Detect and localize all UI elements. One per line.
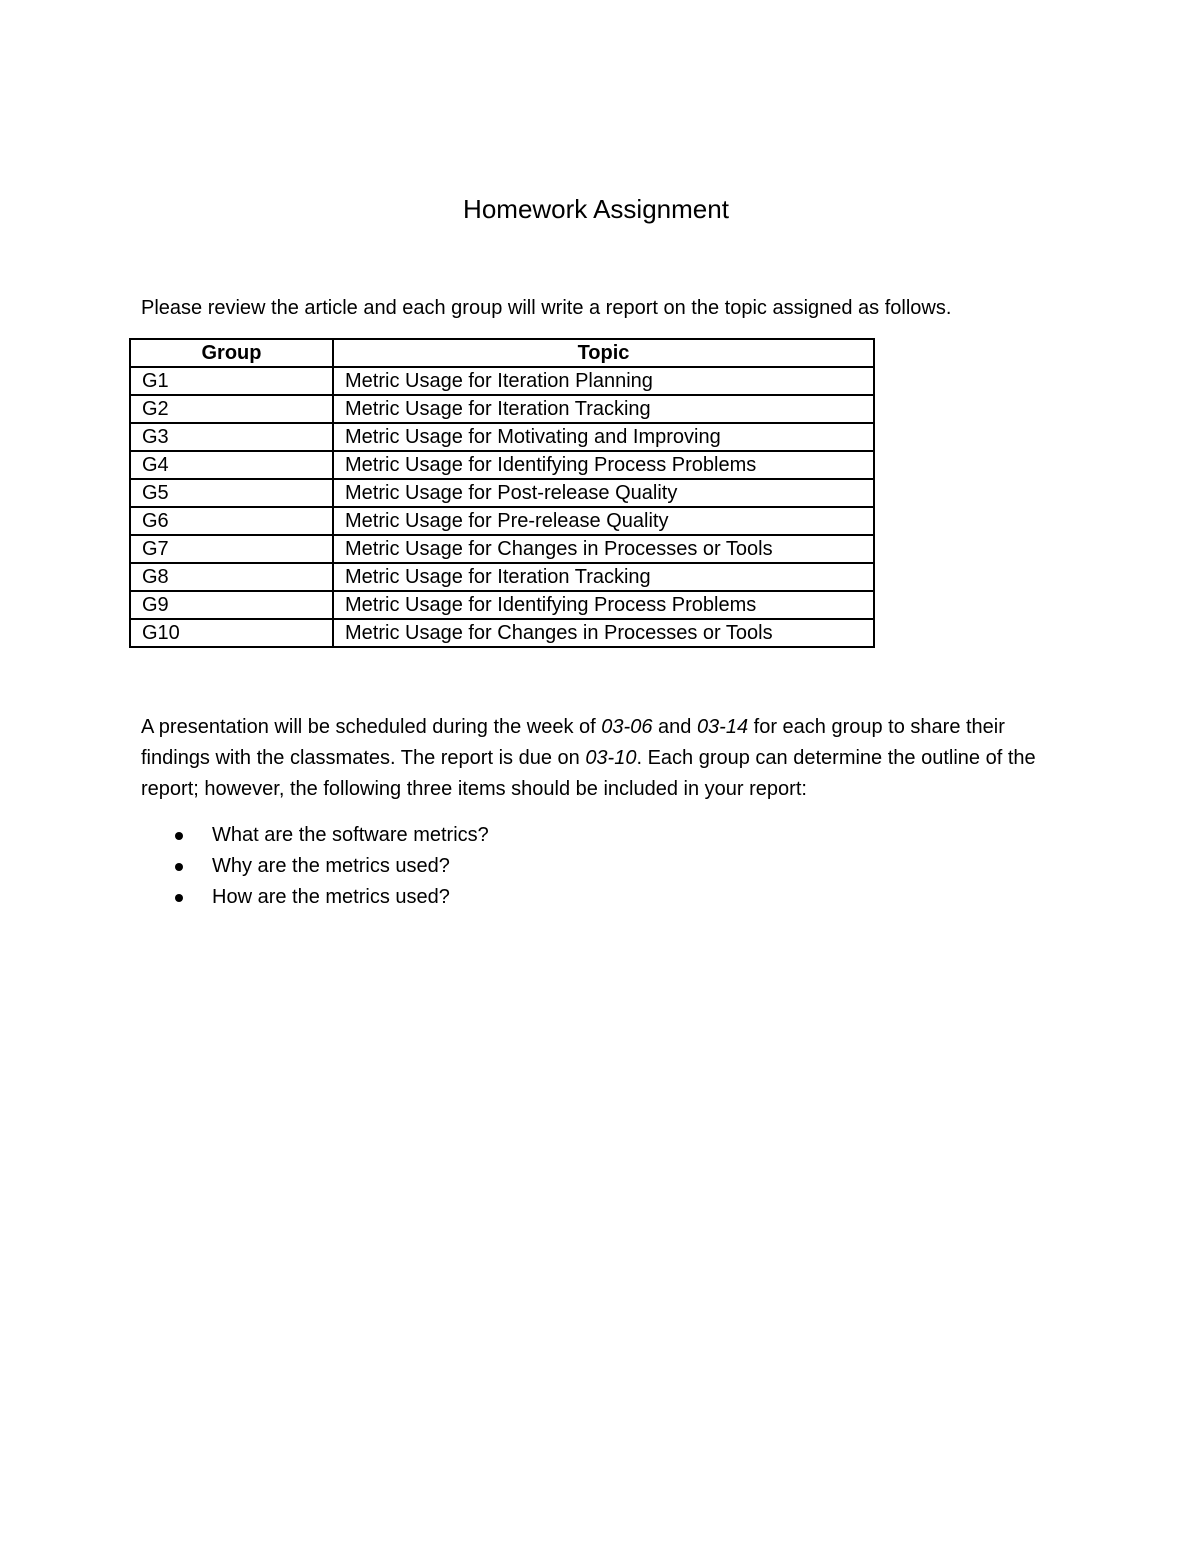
paragraph-text: . Each group can determine the outline of the report; however, the following three items should be included in your report: — [141, 747, 1036, 800]
topic-cell: Metric Usage for Identifying Process Problems — [333, 591, 874, 619]
topic-cell: Metric Usage for Motivating and Improving — [333, 423, 874, 451]
group-cell: G8 — [130, 563, 333, 591]
required-items-list — [141, 820, 489, 913]
header-group: Group — [130, 339, 333, 367]
group-cell: G7 — [130, 535, 333, 563]
paragraph-text: and — [652, 716, 697, 738]
topic-cell: Metric Usage for Identifying Process Problems — [333, 451, 874, 479]
report-due-date: 03-10 — [585, 747, 637, 769]
list-item — [141, 882, 489, 913]
list-item — [141, 820, 489, 851]
header-topic: Topic — [333, 339, 874, 367]
topic-cell: Metric Usage for Changes in Processes or Tools — [333, 619, 874, 647]
topic-cell: Metric Usage for Iteration Planning — [333, 367, 874, 395]
topic-cell: Metric Usage for Post-release Quality — [333, 479, 874, 507]
table-row — [130, 507, 874, 535]
group-cell: G1 — [130, 367, 333, 395]
presentation-paragraph — [141, 712, 1061, 805]
group-cell: G4 — [130, 451, 333, 479]
paragraph-text: for each group to share their findings with the classmates. The report is due on — [141, 716, 1005, 769]
bullet-icon — [175, 894, 183, 902]
table-row — [130, 619, 874, 647]
topic-cell: Metric Usage for Iteration Tracking — [333, 395, 874, 423]
group-cell: G10 — [130, 619, 333, 647]
bullet-icon — [175, 832, 183, 840]
list-item-text: How are the metrics used? — [212, 886, 450, 908]
table-row — [130, 479, 874, 507]
page-title: Homework Assignment — [463, 194, 729, 224]
topic-cell: Metric Usage for Iteration Tracking — [333, 563, 874, 591]
group-cell: G5 — [130, 479, 333, 507]
list-item-text: What are the software metrics? — [212, 824, 489, 846]
list-item — [141, 851, 489, 882]
table-row — [130, 591, 874, 619]
table-row — [130, 563, 874, 591]
topic-cell: Metric Usage for Pre-release Quality — [333, 507, 874, 535]
intro-paragraph: Please review the article and each group will write a report on the topic assigned as follows. — [141, 297, 952, 319]
table-row — [130, 451, 874, 479]
table-row — [130, 367, 874, 395]
bullet-icon — [175, 863, 183, 871]
paragraph-text: A presentation will be scheduled during the week of — [141, 716, 602, 738]
group-cell: G2 — [130, 395, 333, 423]
table-header-row — [130, 339, 874, 367]
presentation-end-date: 03-14 — [696, 716, 749, 738]
topic-cell: Metric Usage for Changes in Processes or Tools — [333, 535, 874, 563]
group-cell: G9 — [130, 591, 333, 619]
table-row — [130, 423, 874, 451]
table-row — [130, 535, 874, 563]
group-cell: G3 — [130, 423, 333, 451]
group-topic-table — [129, 338, 875, 648]
presentation-start-date: 03-06 — [601, 716, 653, 738]
table-row — [130, 395, 874, 423]
list-item-text: Why are the metrics used? — [212, 855, 450, 877]
group-cell: G6 — [130, 507, 333, 535]
